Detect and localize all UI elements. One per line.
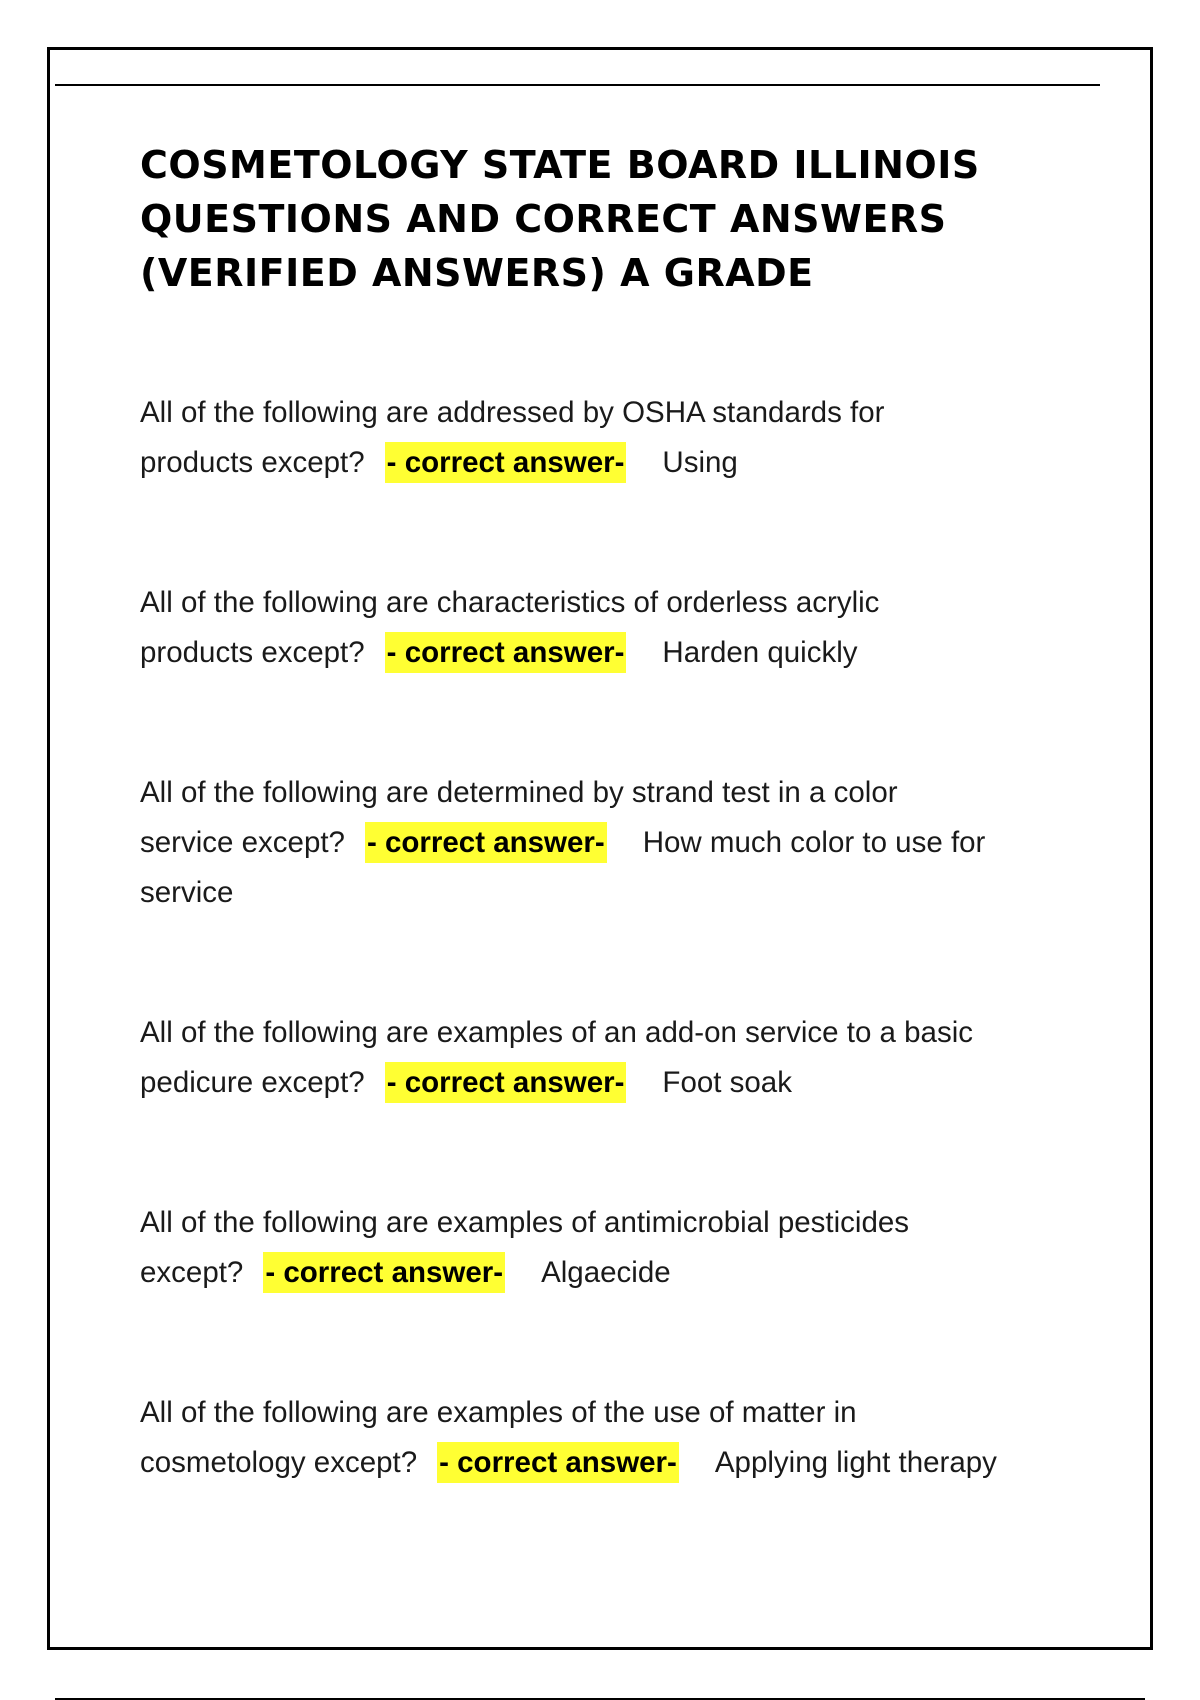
answer-text: Foot soak bbox=[662, 1066, 792, 1099]
question-text: All of the following are characteristics of orderless acrylic bbox=[140, 586, 880, 619]
answer-text: Algaecide bbox=[541, 1256, 671, 1289]
header-rule bbox=[55, 84, 1100, 86]
question-text-end: cosmetology except? bbox=[140, 1446, 418, 1479]
question-text: All of the following are determined by strand test in a color bbox=[140, 776, 898, 809]
question-text: All of the following are examples of an add-on service to a basic bbox=[140, 1016, 974, 1049]
question-line bbox=[140, 1058, 1100, 1108]
correct-answer-marker: - correct answer- bbox=[263, 1252, 505, 1293]
question-text-end: except? bbox=[140, 1256, 244, 1289]
correct-answer-marker: - correct answer- bbox=[385, 632, 627, 673]
question-text-end: pedicure except? bbox=[140, 1066, 365, 1099]
qa-item-2 bbox=[140, 578, 1100, 678]
title-line-2: QUESTIONS AND CORRECT ANSWERS bbox=[140, 197, 947, 241]
question-text-end: products except? bbox=[140, 636, 365, 669]
question-line bbox=[140, 818, 1100, 868]
qa-item-4 bbox=[140, 1008, 1100, 1108]
answer-text: Applying light therapy bbox=[714, 1446, 997, 1479]
question-text-end: service except? bbox=[140, 826, 345, 859]
title-line-1: COSMETOLOGY STATE BOARD ILLINOIS bbox=[140, 143, 980, 187]
answer-text: Harden quickly bbox=[662, 636, 858, 669]
qa-item-1 bbox=[140, 388, 1100, 488]
question-text: All of the following are examples of antimicrobial pesticides bbox=[140, 1206, 910, 1239]
question-text: All of the following are addressed by OSHA standards for bbox=[140, 396, 885, 429]
qa-item-6 bbox=[140, 1388, 1100, 1488]
correct-answer-marker: - correct answer- bbox=[365, 822, 607, 863]
answer-text: How much color to use for bbox=[642, 826, 986, 859]
correct-answer-marker: - correct answer- bbox=[385, 1062, 627, 1103]
qa-item-5 bbox=[140, 1198, 1100, 1298]
title-line-3: (VERIFIED ANSWERS) A GRADE bbox=[140, 251, 814, 295]
question-line bbox=[140, 628, 1100, 678]
question-text-end: products except? bbox=[140, 446, 365, 479]
qa-item-3 bbox=[140, 768, 1100, 918]
question-text: All of the following are examples of the use of matter in bbox=[140, 1396, 857, 1429]
question-line bbox=[140, 438, 1100, 488]
correct-answer-marker: - correct answer- bbox=[437, 1442, 679, 1483]
answer-text: Using bbox=[662, 446, 738, 479]
answer-text-continued: service bbox=[140, 876, 234, 909]
question-line bbox=[140, 1438, 1100, 1488]
correct-answer-marker: - correct answer- bbox=[385, 442, 627, 483]
question-line bbox=[140, 1248, 1100, 1298]
document-title bbox=[140, 138, 1080, 300]
